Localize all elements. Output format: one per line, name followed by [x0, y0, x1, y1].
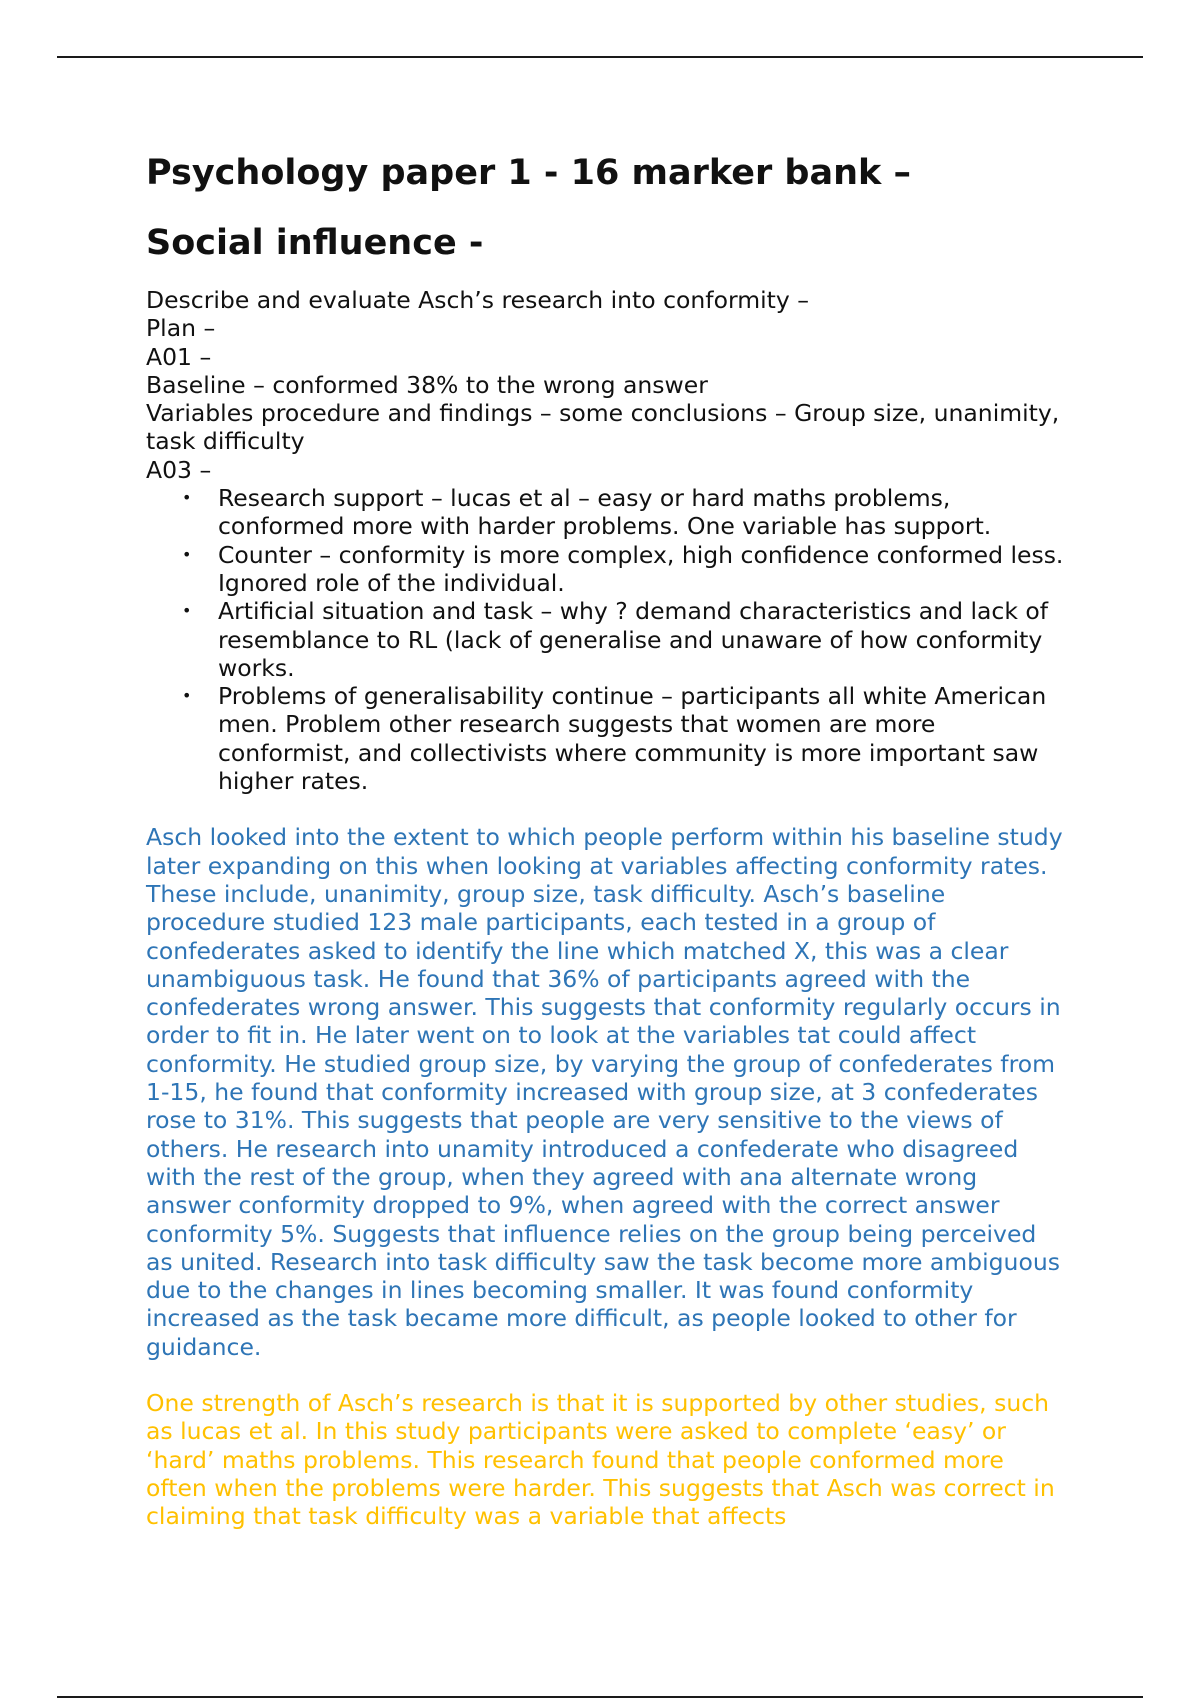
bullet-text: Artificial situation and task – why ? demand characteristics and lack of resemblance to RL (lack of generalise and unaware of how conformity works.	[218, 597, 1049, 682]
ao1-paragraph: Asch looked into the extent to which people perform within his baseline study later expanding on this when looking at variables affecting conformity rates. These include, unanimity, group size, task difficulty. Asch’s baseline procedure studied 123 male participants, each tested in a group of confederates asked to identify the line which matched X, this was a clear unambiguous task. He found that 36% of participants agreed with the confederates wrong answer. This suggests that conformity regularly occurs in order to fit in. He later went on to look at the variables tat could affect conformity. He studied group size, by varying the group of confederates from 1-15, he found that conformity increased with group size, at 3 confederates rose to 31%. This suggests that people are very sensitive to the views of others. He research into unamity introduced a confederate who disagreed with the rest of the group, when they agreed with ana alternate wrong answer conformity dropped to 9%, when agreed with the correct answer conformity 5%. Suggests that influence relies on the group being perceived as united. Research into task difficulty saw the task become more ambiguous due to the changes in lines becoming smaller. It was found conformity increased as the task became more difficult, as people looked to other for guidance.	[146, 823, 1063, 1361]
top-rule	[57, 56, 1143, 58]
ao1-baseline-line: Baseline – conformed 38% to the wrong answer	[146, 370, 708, 399]
bullet-icon: •	[182, 601, 192, 621]
title-line-1: Psychology paper 1 - 16 marker bank –	[146, 153, 911, 193]
bullet-text: Research support – lucas et al – easy or hard maths problems, conformed more with harder problems. One variable has support.	[218, 484, 992, 541]
title-line-2: Social influence -	[146, 223, 484, 263]
page-title	[146, 138, 1066, 278]
list-item	[146, 484, 1066, 541]
ao3-bullet-list	[146, 484, 1066, 795]
bullet-icon: •	[182, 686, 192, 706]
bullet-icon: •	[182, 544, 192, 564]
list-item	[146, 682, 1066, 795]
document-body	[146, 138, 1066, 1554]
bullet-icon: •	[182, 488, 192, 508]
ao1-label: A01 –	[146, 342, 212, 371]
bottom-rule	[57, 1696, 1143, 1698]
question-text: Describe and evaluate Asch’s research into conformity –	[146, 286, 809, 314]
list-item	[146, 541, 1066, 598]
ao1-variables-line: Variables procedure and findings – some conclusions – Group size, unanimity, task difficulty	[146, 399, 1060, 456]
plan-section	[146, 286, 1066, 795]
bullet-text: Counter – conformity is more complex, high confidence conformed less. Ignored role of the individual.	[218, 540, 1064, 597]
list-item	[146, 597, 1066, 682]
ao3-paragraph: One strength of Asch’s research is that it is supported by other studies, such as lucas et al. In this study participants were asked to complete ‘easy’ or ‘hard’ maths problems. This research found that people conformed more often when the problems were harder. This suggests that Asch was correct in claiming that task difficulty was a variable that affects	[146, 1388, 1055, 1531]
bullet-text: Problems of generalisability continue – participants all white American men. Problem other research suggests that women are more conformist, and collectivists where community is more important saw higher rates.	[218, 682, 1047, 796]
plan-label: Plan –	[146, 314, 216, 343]
ao3-label: A03 –	[146, 455, 212, 484]
